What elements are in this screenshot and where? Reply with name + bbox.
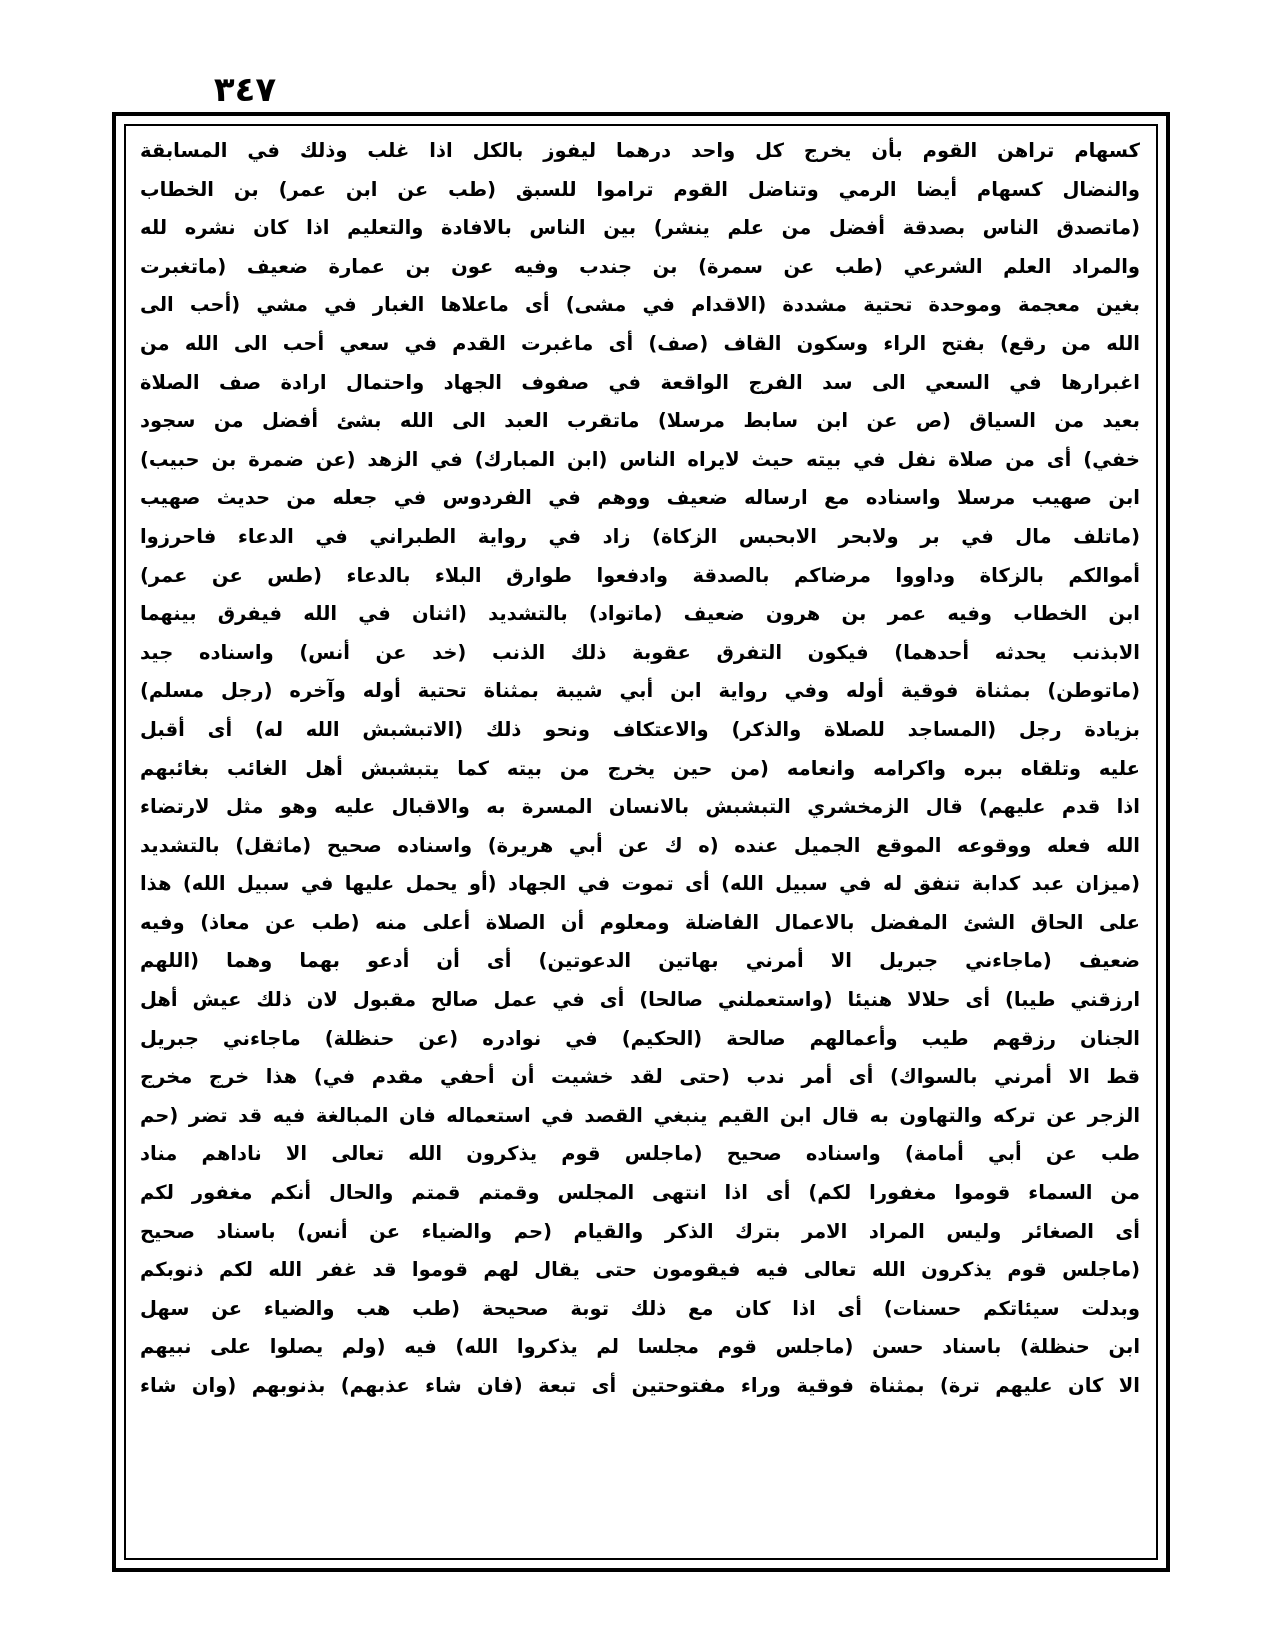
text-line: اذا قدم عليهم) قال الزمخشري التبشبش بالانسان المسرة به والاقبال عليه وهو مثل لارتضاء [140, 795, 1140, 819]
text-line: عليه وتلقاه ببره واكرامه وانعامه (من حين يخرج من بيته كما يتبشبش أهل الغائب بغائبهم [140, 756, 1140, 780]
text-line: أى الصغائر وليس المراد الامر بترك الذكر والقيام (حم والضياء عن أنس) باسناد صحيح [140, 1219, 1140, 1243]
text-line: بغين معجمة وموحدة تحتية مشددة (الاقدام في مشى) أى ماعلاها الغبار في مشي (أحب الى [140, 293, 1140, 317]
text-line: طب عن أبي أمامة) واسناده صحيح (ماجلس قوم يذكرون الله تعالى الا ناداهم مناد [140, 1142, 1140, 1166]
text-line: أموالكم بالزكاة وداووا مرضاكم بالصدقة وادفعوا طوارق البلاء بالدعاء (طس عن عمر) [140, 563, 1140, 587]
text-line: ابن الخطاب وفيه عمر بن هرون ضعيف (ماتواد) بالتشديد (اثنان في الله فيفرق بينهما [140, 602, 1140, 626]
text-line: الابذنب يحدثه أحدهما) فيكون التفرق عقوبة ذلك الذنب (خد عن أنس) واسناده جيد [140, 640, 1140, 664]
text-line: والمراد العلم الشرعي (طب عن سمرة) بن جندب وفيه عون بن عمارة ضعيف (ماتغبرت [140, 254, 1140, 278]
text-line: من السماء قوموا مغفورا لكم) أى اذا انتهى المجلس وقمتم قمتم والحال أنكم مغفور لكم [140, 1181, 1140, 1205]
text-line: ضعيف (ماجاءني جبريل الا أمرني بهاتين الدعوتين) أى أن أدعو بهما وهما (اللهم [140, 949, 1140, 973]
text-line: الله من رقع) بفتح الراء وسكون القاف (صف) أى ماغبرت القدم في سعي أحب الى الله من [140, 331, 1140, 355]
text-line: (ميزان عبد كدابة تنفق له في سبيل الله) أى تموت في الجهاد (أو يحمل عليها في سبيل الله) هذا [140, 872, 1140, 896]
text-line: كسهام تراهن القوم بأن يخرج كل واحد درهما ليفوز بالكل اذا غلب وذلك في المسابقة [140, 139, 1140, 162]
text-line: ارزقني طيبا) أى حلالا هنيئا (واستعملني صالحا) أى في عمل صالح مقبول لان ذلك عيش أهل [140, 988, 1140, 1012]
text-line: (ماجلس قوم يذكرون الله تعالى فيه فيقومون حتى يقال لهم قوموا قد غفر الله لكم ذنوبكم [140, 1258, 1140, 1282]
text-line: الزجر عن تركه والتهاون به قال ابن القيم ينبغي القصد في استعماله فان المبالغة فيه قد تضر (حم [140, 1103, 1140, 1127]
text-line: على الحاق الشئ المفضل بالاعمال الفاضلة ومعلوم أن الصلاة أعلى منه (طب عن معاذ) وفيه [140, 910, 1140, 934]
text-line: ابن حنظلة) باسناد حسن (ماجلس قوم مجلسا لم يذكروا الله) فيه (ولم يصلوا على نبيهم [140, 1335, 1140, 1359]
text-line: (ماتوطن) بمثناة فوقية أوله وفي رواية ابن أبي شيبة بمثناة تحتية أوله وآخره (رجل مسلم) [140, 679, 1140, 703]
text-line: وبدلت سيئاتكم حسنات) أى اذا كان مع ذلك توبة صحيحة (طب هب والضياء عن سهل [140, 1296, 1140, 1320]
text-line: اغبرارها في السعي الى سد الفرج الواقعة في صفوف الجهاد واحتمال ارادة صف الصلاة [140, 370, 1140, 394]
text-line: الجنان رزقهم طيب وأعمالهم صالحة (الحكيم) في نوادره (عن حنظلة) ماجاءني جبريل [140, 1026, 1140, 1050]
text-line: الله فعله ووقوعه الموقع الجميل عنده (ه ك عن أبي هريرة) واسناده صحيح (ماثقل) بالتشديد [140, 833, 1140, 857]
text-line: خفي) أى من صلاة نفل في بيته حيث لايراه الناس (ابن المبارك) في الزهد (عن ضمرة بن حبيب) [140, 447, 1140, 471]
text-line: والنضال كسهام أيضا الرمي وتناضل القوم تراموا للسبق (طب عن ابن عمر) بن الخطاب [140, 177, 1140, 201]
text-line: (ماتصدق الناس بصدقة أفضل من علم ينشر) بين الناس بالافادة والتعليم اذا كان نشره لله [140, 216, 1140, 240]
text-line: الا كان عليهم ترة) بمثناة فوقية وراء مفتوحتين أى تبعة (فان شاء عذبهم) بذنوبهم (وان شاء [140, 1374, 1140, 1397]
text-line: قط الا أمرني بالسواك) أى أمر ندب (حتى لقد خشيت أن أحفي مقدم في) هذا خرج مخرج [140, 1065, 1140, 1089]
text-line: (ماتلف مال في بر ولابحر الابحبس الزكاة) زاد في رواية الطبراني في الدعاء فاحرزوا [140, 524, 1140, 548]
text-line: بزيادة رجل (المساجد للصلاة والذكر) والاعتكاف ونحو ذلك (الاتبشبش الله له) أى أقبل [140, 717, 1140, 741]
text-line: ابن صهيب مرسلا واسناده مع ارساله ضعيف ووهم في الفردوس في جعله من حديث صهيب [140, 486, 1140, 510]
page-number: ٣٤٧ [213, 70, 277, 110]
text-body [140, 132, 1140, 1552]
text-line: بعيد من السياق (ص عن ابن سابط مرسلا) ماتقرب العبد الى الله بشئ أفضل من سجود [140, 409, 1140, 433]
